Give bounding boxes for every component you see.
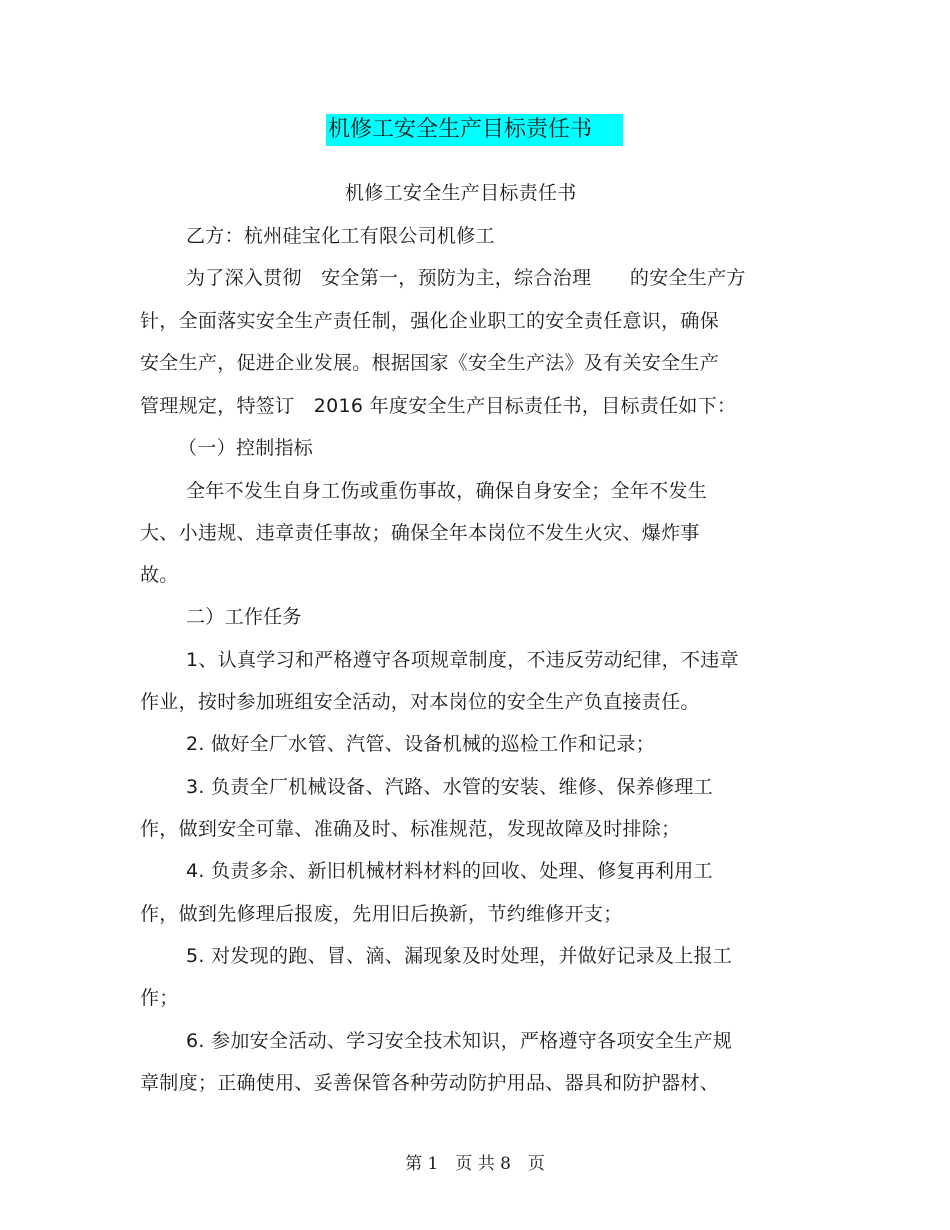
- list-item: 4. 负责多余、新旧机械材料材料的回收、处理、修复再利用工: [186, 860, 713, 882]
- party-b-line: 乙方：杭州硅宝化工有限公司机修工: [186, 225, 495, 247]
- section-heading-control-targets: （一）控制指标: [178, 437, 314, 459]
- body-line: 为了深入贯彻 安全第一，预防为主，综合治理 的安全生产方: [186, 267, 746, 289]
- list-item: 作，做到安全可靠、准确及时、标准规范，发现故障及时排除；: [140, 818, 681, 840]
- body-line: 大、小违规、违章责任事故；确保全年本岗位不发生火灾、爆炸事: [140, 522, 700, 544]
- list-item: 2. 做好全厂水管、汽管、设备机械的巡检工作和记录；: [186, 733, 655, 755]
- page-footer: 第 1 页 共 8 页: [405, 1154, 545, 1174]
- body-line: 管理规定，特签订 2016 年度安全生产目标责任书，目标责任如下：: [140, 395, 737, 417]
- list-item: 作，做到先修理后报废，先用旧后换新，节约维修开支；: [140, 903, 623, 925]
- subtitle: 机修工安全生产目标责任书: [345, 182, 577, 204]
- list-item: 3. 负责全厂机械设备、汽路、水管的安装、维修、保养修理工: [186, 776, 713, 798]
- list-item: 作；: [140, 987, 179, 1009]
- body-line: 安全生产，促进企业发展。根据国家《安全生产法》及有关安全生产: [140, 352, 720, 374]
- body-line: 全年不发生自身工伤或重伤事故，确保自身安全；全年不发生: [186, 480, 708, 502]
- list-item: 6. 参加安全活动、学习安全技术知识，严格遵守各项安全生产规: [186, 1030, 733, 1052]
- list-item: 章制度；正确使用、妥善保管各种劳动防护用品、器具和防护器材、: [140, 1072, 720, 1094]
- document-title-highlight: 机修工安全生产目标责任书: [326, 114, 623, 146]
- list-item: 作业，按时参加班组安全活动，对本岗位的安全生产负直接责任。: [140, 691, 700, 713]
- body-line: 故。: [140, 564, 179, 586]
- list-item: 5. 对发现的跑、冒、滴、漏现象及时处理，并做好记录及上报工: [186, 945, 733, 967]
- body-line: 针，全面落实安全生产责任制，强化企业职工的安全责任意识，确保: [140, 310, 720, 332]
- section-heading-work-tasks: 二）工作任务: [186, 606, 302, 628]
- list-item: 1、认真学习和严格遵守各项规章制度，不违反劳动纪律，不违章: [186, 649, 739, 671]
